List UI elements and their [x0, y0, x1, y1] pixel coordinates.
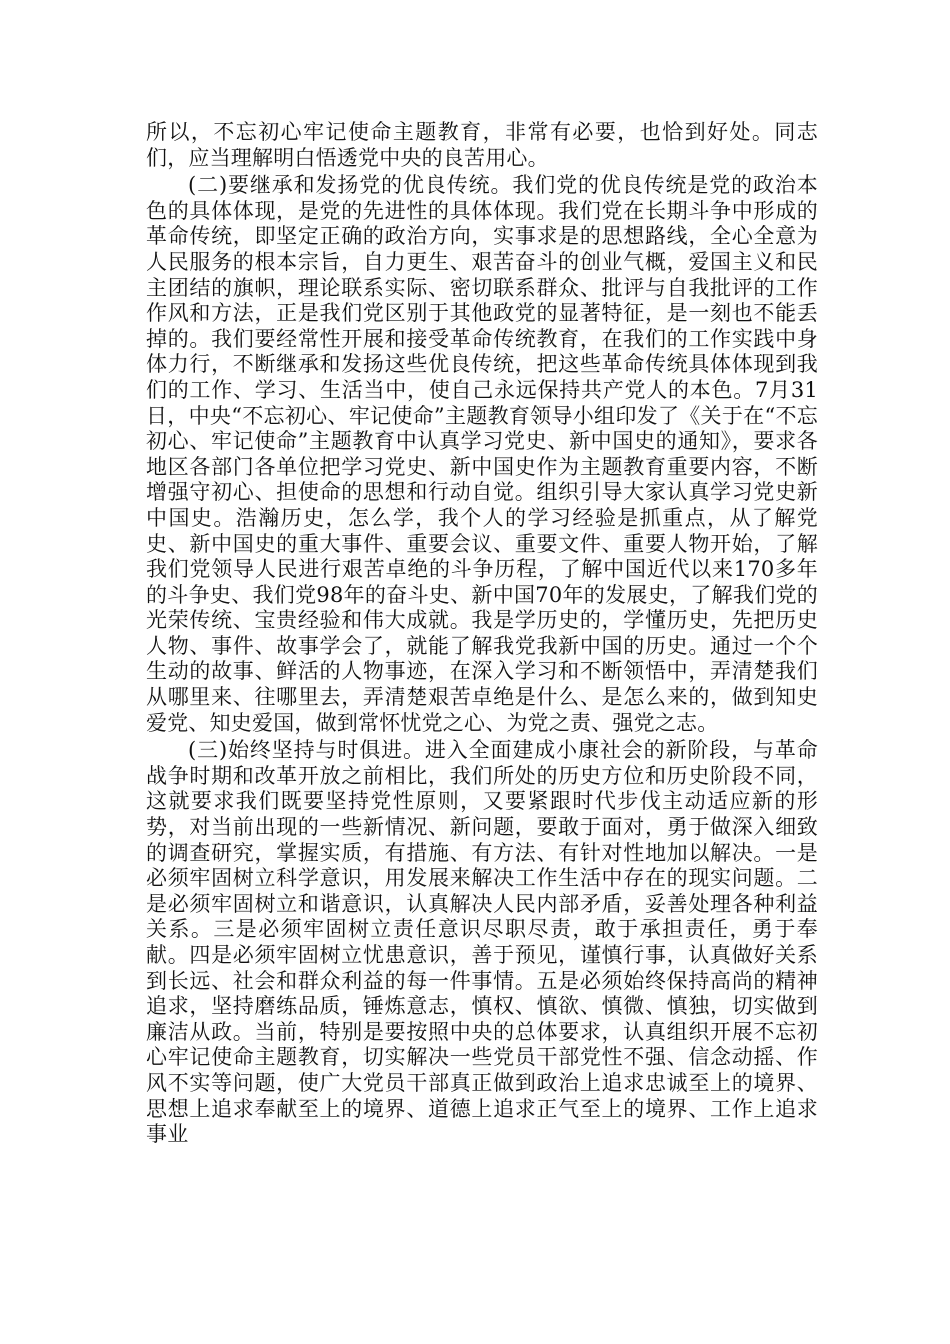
paragraph-section-two: (二)要继承和发扬党的优良传统。我们党的优良传统是党的政治本色的具体体现，是党的先进性的具体体现。我们党在长期斗争中形成的革命传统，即坚定正确的政治方向，实事求是的思想路线，全心全意为人民服务的根本宗旨，自力更生、艰苦奋斗的创业气概，爱国主义和民主团结的旗帜，理论联系实际、密切联系群众、批评与自我批评的工作作风和方法，正是我们党区别于其他政党的显著特征，是一刻也不能丢掉的。我们要经常性开展和接受革命传统教育，在我们的工作实践中身体力行，不断继承和发扬这些优良传统，把这些革命传统具体体现到我们的工作、学习、生活当中，使自己永远保持共产党人的本色。7月31日，中央“不忘初心、牢记使命”主题教育领导小组印发了《关于在“不忘初心、牢记使命”主题教育中认真学习党史、新中国史的通知》，要求各地区各部门各单位把学习党史、新中国史作为主题教育重要内容，不断增强守初心、担使命的思想和行动自觉。组织引导大家认真学习党史新中国史。浩瀚历史，怎么学，我个人的学习经验是抓重点，从了解党史、新中国史的重大事件、重要会议、重要文件、重要人物开始，了解我们党领导人民进行艰苦卓绝的斗争历程，了解中国近代以来170多年的斗争史、我们党98年的奋斗史、新中国70年的发展史，了解我们党的光荣传统、宝贵经验和伟大成就。我是学历史的，学懂历史，先把历史人物、事件、故事学会了，就能了解我党我新中国的历史。通过一个个生动的故事、鲜活的人物事迹，在深入学习和不断领悟中，弄清楚我们从哪里来、往哪里去，弄清楚艰苦卓绝是什么、是怎么来的，做到知史爱党、知史爱国，做到常怀忧党之心、为党之责、强党之志。 — [146, 173, 818, 735]
document-body — [146, 120, 818, 1150]
paragraph-section-three: (三)始终坚持与时俱进。进入全面建成小康社会的新阶段，与革命战争时期和改革开放之前相比，我们所处的历史方位和历史阶段不同，这就要求我们既要坚持党性原则，又要紧跟时代步伐主动适应新的形势，对当前出现的一些新情况、新问题，要敢于面对，勇于做深入细致的调查研究，掌握实质，有措施、有方法、有针对性地加以解决。一是必须牢固树立科学意识，用发展来解决工作生活中存在的现实问题。二是必须牢固树立和谐意识，认真解决人民内部矛盾，妥善处理各种利益关系。三是必须牢固树立责任意识尽职尽责，敢于承担责任，勇于奉献。四是必须牢固树立忧患意识，善于预见，谨慎行事，认真做好关系到长远、社会和群众利益的每一件事情。五是必须始终保持高尚的精神追求，坚持磨练品质，锤炼意志，慎权、慎欲、慎微、慎独，切实做到廉洁从政。当前，特别是要按照中央的总体要求，认真组织开展不忘初心牢记使命主题教育，切实解决一些党员干部党性不强、信念动摇、作风不实等问题，使广大党员干部真正做到政治上追求忠诚至上的境界、思想上追求奉献至上的境界、道德上追求正气至上的境界、工作上追求事业 — [146, 738, 818, 1147]
paragraph-continuation: 所以，不忘初心牢记使命主题教育，非常有必要，也恰到好处。同志们，应当理解明白悟透党中央的良苦用心。 — [146, 120, 818, 170]
